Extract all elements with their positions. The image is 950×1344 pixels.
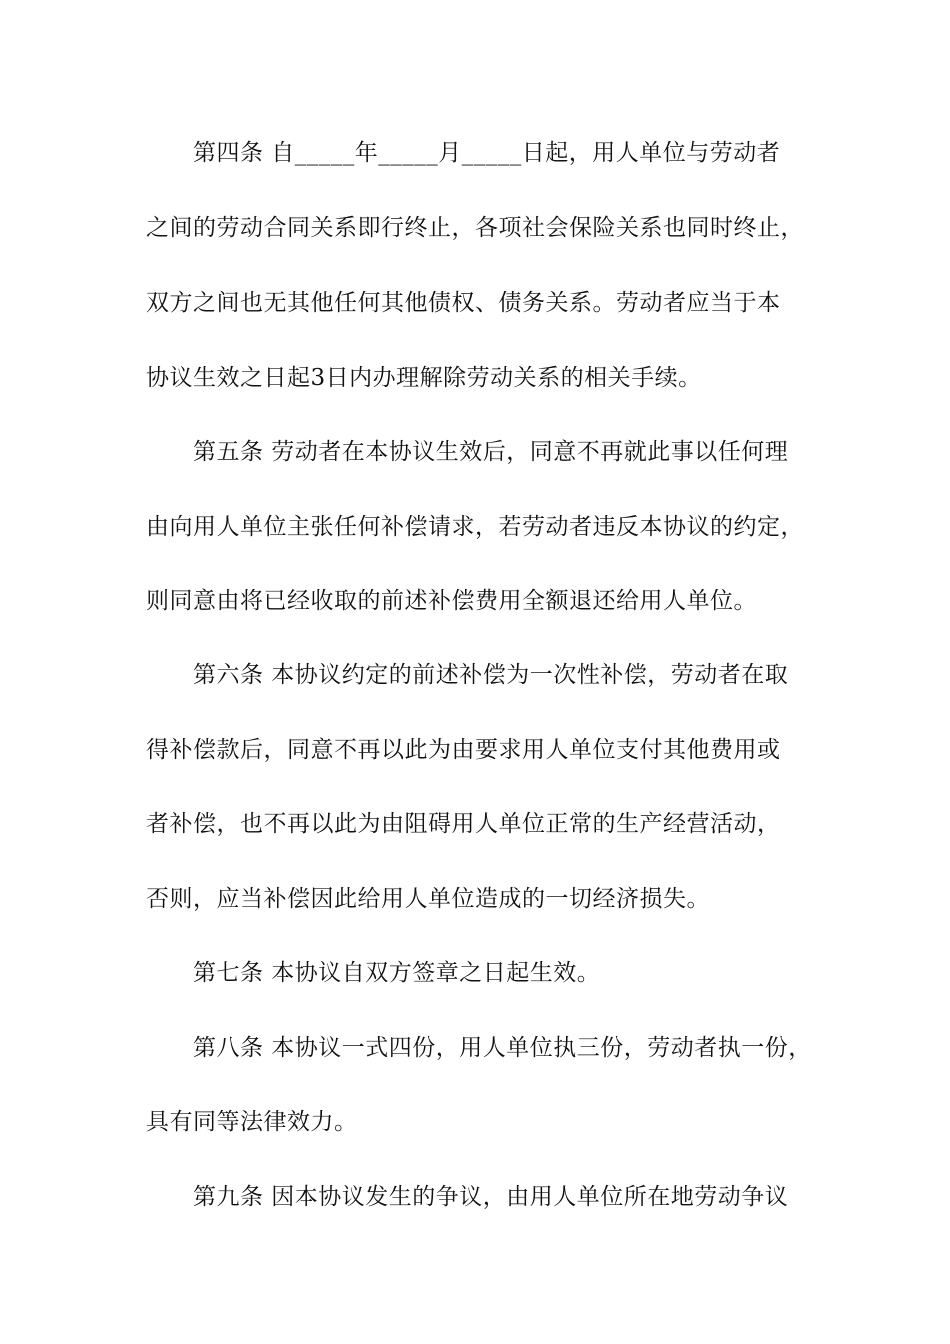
article-8-line-1: 第八条 本协议一式四份，用人单位执三份，劳动者执一份，	[193, 1035, 812, 1061]
article-4-line-2: 之间的劳动合同关系即行终止，各项社会保险关系也同时终止，	[146, 215, 804, 241]
article-4-line-1: 第四条 自_____年_____月_____日起，用人单位与劳动者	[193, 140, 781, 166]
article-5-line-2: 由向用人单位主张任何补偿请求，若劳动者违反本协议的约定，	[146, 514, 804, 540]
article-9-line-1: 第九条 因本协议发生的争议，由用人单位所在地劳动争议	[193, 1184, 789, 1210]
article-6-line-4: 否则，应当补偿因此给用人单位造成的一切经济损失。	[146, 886, 710, 912]
article-6-line-2: 得补偿款后，同意不再以此为由要求用人单位支付其他费用或	[146, 737, 781, 763]
article-4-line-4: 协议生效之日起3日内办理解除劳动关系的相关手续。	[146, 365, 702, 391]
article-4-line-3: 双方之间也无其他任何其他债权、债务关系。劳动者应当于本	[146, 290, 781, 316]
article-6-line-3: 者补偿，也不再以此为由阻碍用人单位正常的生产经营活动，	[146, 811, 781, 837]
article-8-line-2: 具有同等法律效力。	[146, 1109, 358, 1135]
article-5-line-1: 第五条 劳动者在本协议生效后，同意不再就此事以任何理	[193, 439, 789, 465]
article-7-line-1: 第七条 本协议自双方签章之日起生效。	[193, 960, 601, 986]
article-5-line-3: 则同意由将已经收取的前述补偿费用全额退还给用人单位。	[146, 588, 757, 614]
article-6-line-1: 第六条 本协议约定的前述补偿为一次性补偿，劳动者在取	[193, 662, 789, 688]
